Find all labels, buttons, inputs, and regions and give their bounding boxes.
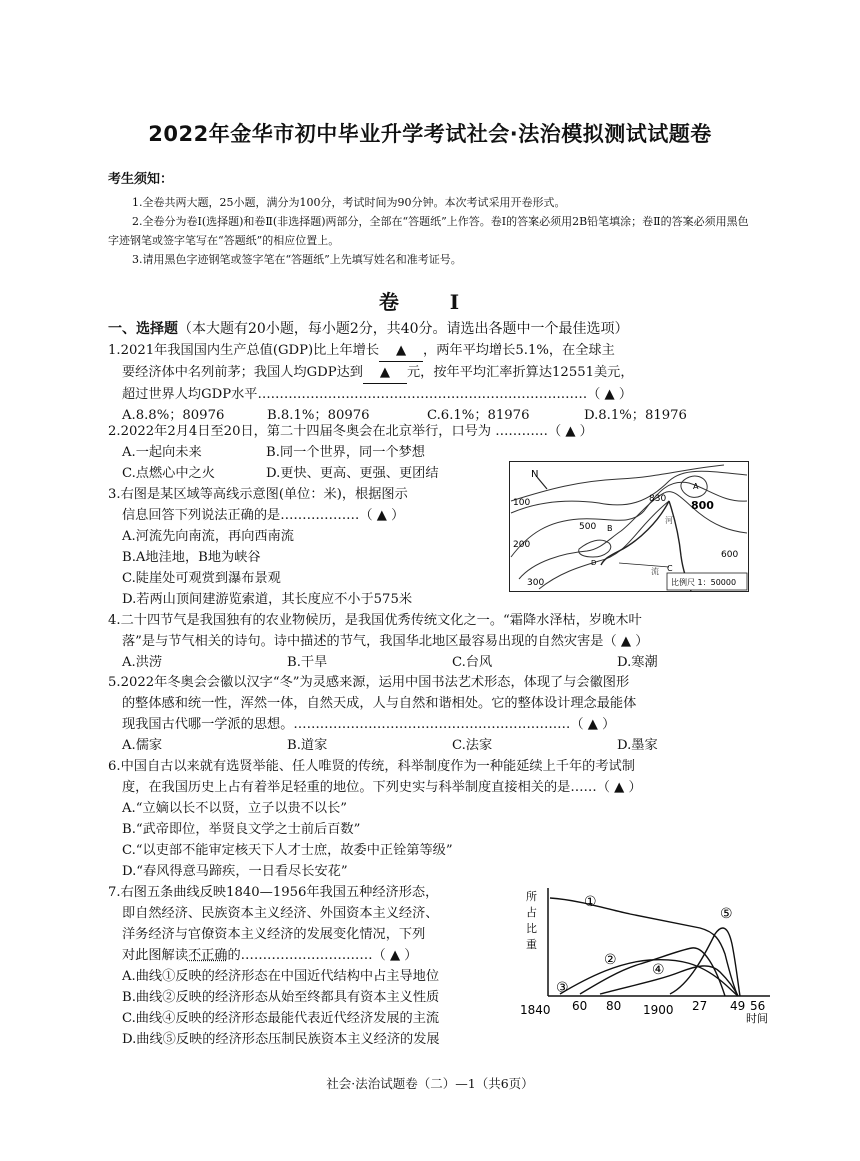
option: C.曲线④反映的经济形态最能代表近代经济发展的主流 [122,1011,440,1026]
option: D.更快、更高、更强、更团结 [266,466,439,481]
option: C.法家 [452,738,493,753]
contour-label: 200 [513,540,531,550]
q5-text: 的整体感和统一性，浑然一体，自然天成，人与自然和谐相处。它的整体设计理念最能体 [122,696,637,711]
river-label: 河 [665,516,673,525]
point-label: B [607,524,613,533]
contour-label: 800 [691,499,714,512]
option: A.8.8%；80976 [122,408,225,423]
option: A.一起向未来 [122,445,202,460]
point-label: A [693,482,699,491]
curve-1 [550,898,738,996]
y-axis-label: 比 [526,922,537,935]
point-label: C [667,564,673,573]
option: A.“立嫡以长不以贤，立子以贵不以长” [122,801,348,816]
q1-text: 要经济体中名列前茅；我国人均GDP达到 [122,365,363,380]
river-label: 流 [651,567,659,576]
option: C.“以吏部不能审定核天下人才士庶，故委中正铨第等级” [122,843,453,858]
notice-list [108,193,758,269]
contour-label: 600 [721,550,739,560]
question-6 [108,756,758,882]
option: C.6.1%；81976 [427,408,530,423]
x-axis-label: 时间 [746,1012,768,1024]
option: D.墨家 [617,738,658,753]
option: A.儒家 [122,738,163,753]
curve-label: ④ [652,962,665,978]
contour-map [509,461,749,592]
q1-text: 1.2021年我国国内生产总值(GDP)比上年增长 [108,343,380,358]
curve-4 [600,966,738,996]
option: A.曲线①反映的经济形态在中国近代结构中占主导地位 [122,969,440,984]
option: B.曲线②反映的经济形态从始至终都具有资本主义性质 [122,990,440,1005]
curve-label: ① [584,894,597,910]
option: B.A地洼地，B地为峡谷 [122,550,261,565]
q7-emphasis: 不正确 [187,948,228,963]
option: B.道家 [287,738,328,753]
x-tick-label: 27 [692,999,708,1013]
option: C.陡崖处可观赏到瀑布景观 [122,571,281,586]
option: D.寒潮 [617,655,658,670]
q3-text: 信息回答下列说法正确的是………………（ ▲ ） [122,508,405,523]
answer-blank: ▲ [379,340,423,362]
section-heading [108,318,629,338]
curve-label: ② [604,952,617,968]
question-5 [108,672,758,756]
section-desc: （本大题有20小题，每小题2分，共40分。请选出各题中一个最佳选项） [178,321,629,337]
q1-text: 元，按年平均汇率折算达12551美元， [406,365,634,380]
option: D.8.1%；81976 [584,408,687,423]
option: B.8.1%；80976 [267,408,370,423]
option: B.“武帝即位，举贤良文学之士前后百数” [122,822,361,837]
q4-text: 落”是与节气相关的诗句。诗中描述的节气，我国华北地区最容易出现的自然灾害是（ ▲ ） [122,634,649,649]
question-1 [108,340,758,426]
y-axis-label: 所 [526,890,537,903]
q5-text: 现我国古代哪一学派的思想。………………………………………………………（ ▲ ） [122,717,616,732]
q5-text: 5.2022年冬奥会会徽以汉字“冬”为灵感来源，运用中国书法艺术形态，体现了与会徽图形 [108,675,630,690]
q4-text: 4.二十四节气是我国独有的农业物候历，是我国优秀传统文化之一。“霜降水泽枯，岁晚木叶 [108,613,642,628]
notice-item: 3.请用黑色字迹钢笔或签字笔在“答题纸”上先填写姓名和准考证号。 [132,253,462,266]
volume-heading: 卷 Ⅰ [378,290,482,314]
option: D.曲线⑤反映的经济形态压制民族资本主义经济的发展 [122,1032,440,1047]
contour-label: 830 [649,494,667,504]
question-4 [108,610,758,673]
q7-text: 7.右图五条曲线反映1840—1956年我国五种经济形态， [108,885,439,900]
curve-label: ③ [556,980,569,996]
x-tick-label: 49 [730,999,746,1013]
contour-label: 300 [527,578,545,588]
q6-text: 度，在我国历史上占有着举足轻重的地位。下列史实与科举制度直接相关的是……（ ▲ ） [122,780,642,795]
option: D.“春风得意马蹄疾，一日看尽长安花” [122,864,348,879]
notice-heading: 考生须知： [108,172,174,187]
x-tick-label: 60 [572,999,588,1013]
option: C.台风 [452,655,493,670]
x-tick-label: 56 [750,999,766,1013]
point-label: D [591,559,597,567]
x-tick-label: 80 [606,999,622,1013]
q1-text: 超过世界人均GDP水平…………………………………………………………………（ ▲ ） [122,387,633,402]
q2-text: 2.2022年2月4日至20日，第二十四届冬奥会在北京举行，口号为 …………（ ▲ ） [108,424,593,439]
page-title: 2022年金华市初中毕业升学考试社会·法治模拟测试试题卷 [148,122,712,146]
page-footer: 社会·法治试题卷（二）—1（共6页） [326,1076,534,1091]
option: C.点燃心中之火 [122,466,215,481]
x-tick-label: 1900 [643,1003,674,1017]
contour-label: 500 [579,522,597,532]
question-3 [108,484,498,610]
notice-item: 2.全卷分为卷Ⅰ(选择题)和卷Ⅱ(非选择题)两部分，全部在“答题纸”上作答。卷Ⅰ的答案必须用2B铅笔填涂；卷Ⅱ的答案必须用黑色字迹钢笔或签字笔写在“答题纸”的相应位置上。 [108,215,749,247]
q7-text: 对此图解读 [122,948,188,963]
question-7 [108,882,518,1050]
map-scale: 比例尺 1：50000 [671,578,737,587]
notice-item: 1.全卷共两大题，25小题，满分为100分，考试时间为90分钟。本次考试采用开卷形式。 [132,196,566,209]
y-axis-label: 占 [526,906,537,919]
x-tick-label: 1840 [520,1003,551,1017]
answer-blank: ▲ [363,362,407,384]
curve-label: ⑤ [720,906,733,922]
map-north: N [531,469,539,480]
q1-text: ，两年平均增长5.1%，在全球主 [423,343,615,358]
option: D.若两山顶间建游览索道，其长度应不小于575米 [122,592,413,607]
q6-text: 6.中国自古以来就有选贤举能、任人唯贤的传统，科举制度作为一种能延续上千年的考试制 [108,759,635,774]
option: B.同一个世界，同一个梦想 [266,445,425,460]
q3-text: 3.右图是某区域等高线示意图(单位：米)，根据图示 [108,487,408,502]
q7-text: 洋务经济与官僚资本主义经济的发展变化情况，下列 [122,927,426,942]
contour-label: 100 [513,498,531,508]
y-axis-label: 重 [526,938,537,951]
option: B.干旱 [287,655,328,670]
economy-curve-graph [520,884,780,1024]
q7-text: 即自然经济、民族资本主义经济、外国资本主义经济、 [122,906,439,921]
section-label: 一、选择题 [108,321,178,337]
option: A.河流先向南流，再向西南流 [122,529,294,544]
option: A.洪涝 [122,655,163,670]
q7-text: 的…………………………（ ▲ ） [227,948,418,963]
